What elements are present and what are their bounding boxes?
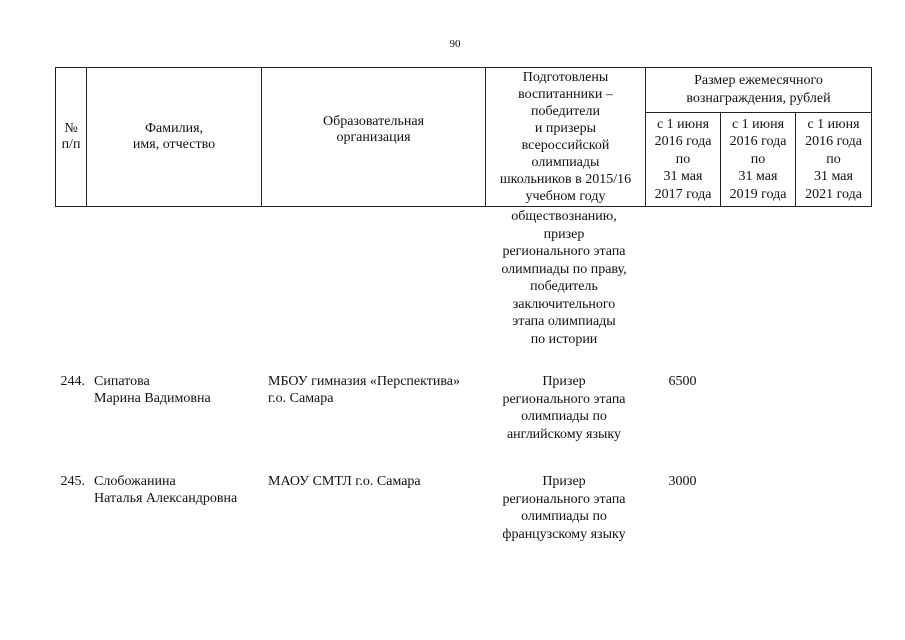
continuation-text: обществознанию, призер регионального этапа олимпиады по праву, победитель заключительного этапа олимпиады по истории <box>501 209 627 347</box>
header-number: № п/п <box>56 68 87 207</box>
row-amount: 3000 <box>668 474 697 489</box>
page-number: 90 <box>449 38 461 50</box>
header-organization: Образовательная организация <box>262 68 486 207</box>
row-name: Сипатова Марина Вадимовна <box>94 374 211 406</box>
header-reward: Размер ежемесячного вознаграждения, рублей <box>646 68 872 113</box>
row-name: Слобожанина Наталья Александровна <box>94 474 238 506</box>
row-organization: МБОУ гимназия «Перспектива» г.о. Самара <box>268 374 461 406</box>
row-achievement: Призер регионального этапа олимпиады по французскому языку <box>502 474 626 542</box>
row-amount: 6500 <box>668 374 697 389</box>
header-period-2021: с 1 июня 2016 года по 31 мая 2021 года <box>796 113 872 207</box>
row-number: 244. <box>60 374 85 389</box>
header-prepared: Подготовлены воспитанники – победители и призеры всероссийской олимпиады школьников в 2015/16 учебном году <box>486 68 646 207</box>
row-number: 245. <box>60 474 85 489</box>
row-organization: МАОУ СМТЛ г.о. Самара <box>268 474 421 489</box>
header-period-2019: с 1 июня 2016 года по 31 мая 2019 года <box>721 113 796 207</box>
row-achievement: Призер регионального этапа олимпиады по английскому языку <box>502 374 626 442</box>
header-period-2017: с 1 июня 2016 года по 31 мая 2017 года <box>646 113 721 207</box>
header-name: Фамилия, имя, отчество <box>87 68 262 207</box>
table-header <box>55 67 872 207</box>
